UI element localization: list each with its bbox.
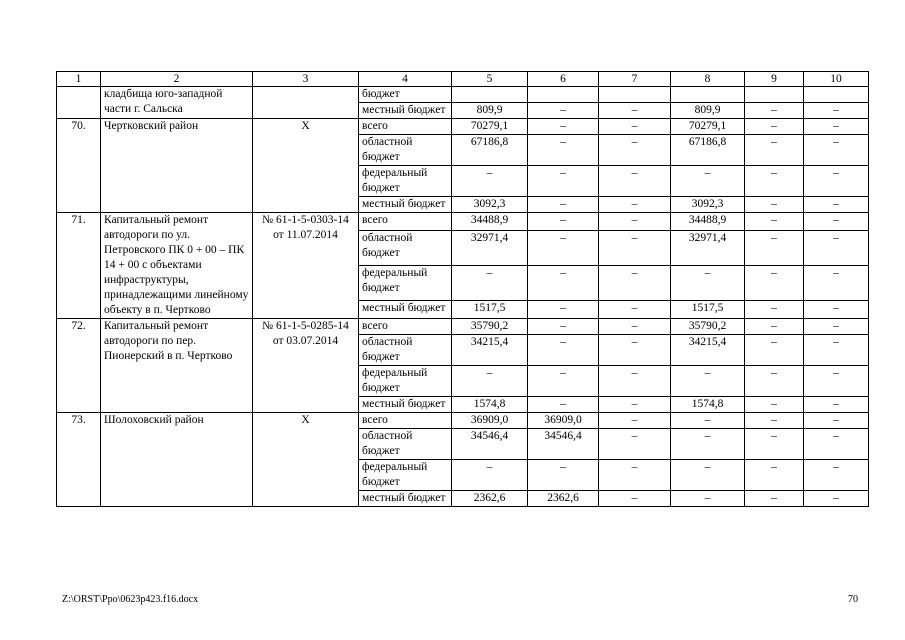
funding-source: федеральный бюджет bbox=[359, 265, 452, 300]
funding-source: областной бюджет bbox=[359, 231, 452, 266]
value-cell: – bbox=[804, 231, 869, 266]
value-cell: – bbox=[671, 413, 745, 429]
value-cell: – bbox=[745, 335, 804, 366]
value-cell bbox=[528, 87, 599, 103]
value-cell: – bbox=[745, 300, 804, 318]
funding-source: местный бюджет bbox=[359, 103, 452, 119]
header-cell: 5 bbox=[452, 72, 528, 87]
value-cell: – bbox=[452, 460, 528, 491]
value-cell: – bbox=[804, 300, 869, 318]
value-cell bbox=[671, 87, 745, 103]
table-row bbox=[57, 413, 869, 429]
value-cell: – bbox=[804, 135, 869, 166]
funding-source: федеральный бюджет bbox=[359, 460, 452, 491]
value-cell: 1517,5 bbox=[671, 300, 745, 318]
row-number bbox=[57, 87, 101, 119]
funding-source: всего bbox=[359, 319, 452, 335]
row-number: 72. bbox=[57, 319, 101, 413]
value-cell: 3092,3 bbox=[671, 197, 745, 213]
value-cell: – bbox=[671, 265, 745, 300]
object-name: Чертковский район bbox=[101, 119, 253, 213]
value-cell: 34546,4 bbox=[528, 429, 599, 460]
value-cell: – bbox=[745, 491, 804, 507]
value-cell: – bbox=[804, 103, 869, 119]
funding-source: местный бюджет bbox=[359, 491, 452, 507]
value-cell: – bbox=[528, 335, 599, 366]
table-row bbox=[57, 319, 869, 335]
value-cell: – bbox=[745, 429, 804, 460]
value-cell: – bbox=[599, 166, 671, 197]
value-cell: 1574,8 bbox=[671, 397, 745, 413]
funding-source: всего bbox=[359, 213, 452, 231]
value-cell: – bbox=[745, 265, 804, 300]
value-cell: – bbox=[599, 366, 671, 397]
document-ref: № 61-1-5-0303-14 от 11.07.2014 bbox=[253, 213, 359, 319]
funding-source: областной бюджет bbox=[359, 429, 452, 460]
value-cell: – bbox=[745, 197, 804, 213]
value-cell: – bbox=[804, 197, 869, 213]
object-name: Капитальный ремонт автодороги по ул. Петровского ПК 0 + 00 – ПК 14 + 00 с объектами инфраструктуры, принадлежащими линейному объекту в п. Чертково bbox=[101, 213, 253, 319]
funding-source: федеральный бюджет bbox=[359, 166, 452, 197]
value-cell: 34546,4 bbox=[452, 429, 528, 460]
value-cell: – bbox=[528, 460, 599, 491]
funding-source: бюджет bbox=[359, 87, 452, 103]
header-cell: 6 bbox=[528, 72, 599, 87]
value-cell: 1517,5 bbox=[452, 300, 528, 318]
value-cell: – bbox=[528, 366, 599, 397]
funding-source: федеральный бюджет bbox=[359, 366, 452, 397]
value-cell: – bbox=[745, 135, 804, 166]
value-cell: – bbox=[804, 119, 869, 135]
value-cell: – bbox=[599, 319, 671, 335]
header-cell: 7 bbox=[599, 72, 671, 87]
value-cell: – bbox=[599, 197, 671, 213]
value-cell: – bbox=[671, 166, 745, 197]
value-cell: – bbox=[528, 300, 599, 318]
value-cell: 35790,2 bbox=[452, 319, 528, 335]
object-name: кладбища юго-западной части г. Сальска bbox=[101, 87, 253, 119]
document-ref: № 61-1-5-0285-14 от 03.07.2014 bbox=[253, 319, 359, 413]
value-cell: – bbox=[599, 265, 671, 300]
page-number: 70 bbox=[848, 594, 858, 605]
value-cell: – bbox=[671, 491, 745, 507]
header-row bbox=[57, 72, 869, 87]
funding-source: всего bbox=[359, 413, 452, 429]
value-cell: – bbox=[599, 119, 671, 135]
value-cell: – bbox=[599, 231, 671, 266]
value-cell: – bbox=[599, 491, 671, 507]
value-cell: – bbox=[671, 460, 745, 491]
value-cell: – bbox=[745, 460, 804, 491]
value-cell: 809,9 bbox=[452, 103, 528, 119]
value-cell: – bbox=[452, 166, 528, 197]
value-cell: – bbox=[599, 335, 671, 366]
value-cell: – bbox=[804, 413, 869, 429]
value-cell: – bbox=[745, 103, 804, 119]
funding-source: областной бюджет bbox=[359, 335, 452, 366]
value-cell: 70279,1 bbox=[671, 119, 745, 135]
document-ref: Х bbox=[253, 413, 359, 507]
budget-table bbox=[56, 71, 869, 507]
value-cell: – bbox=[804, 265, 869, 300]
header-cell: 4 bbox=[359, 72, 452, 87]
value-cell: – bbox=[599, 103, 671, 119]
value-cell: – bbox=[804, 429, 869, 460]
value-cell: – bbox=[745, 119, 804, 135]
value-cell: – bbox=[804, 491, 869, 507]
value-cell: – bbox=[599, 135, 671, 166]
value-cell: – bbox=[804, 366, 869, 397]
value-cell: – bbox=[528, 135, 599, 166]
value-cell: 67186,8 bbox=[452, 135, 528, 166]
header-cell: 9 bbox=[745, 72, 804, 87]
value-cell: – bbox=[745, 366, 804, 397]
value-cell bbox=[599, 87, 671, 103]
value-cell: – bbox=[528, 103, 599, 119]
value-cell: 35790,2 bbox=[671, 319, 745, 335]
header-cell: 3 bbox=[253, 72, 359, 87]
value-cell: – bbox=[599, 413, 671, 429]
row-number: 71. bbox=[57, 213, 101, 319]
value-cell: 3092,3 bbox=[452, 197, 528, 213]
row-number: 73. bbox=[57, 413, 101, 507]
value-cell: 34215,4 bbox=[452, 335, 528, 366]
value-cell: – bbox=[599, 460, 671, 491]
value-cell: 32971,4 bbox=[671, 231, 745, 266]
value-cell: – bbox=[528, 231, 599, 266]
funding-source: местный бюджет bbox=[359, 197, 452, 213]
value-cell: 36909,0 bbox=[528, 413, 599, 429]
value-cell: – bbox=[745, 166, 804, 197]
object-name: Шолоховский район bbox=[101, 413, 253, 507]
value-cell: – bbox=[804, 319, 869, 335]
value-cell: – bbox=[599, 213, 671, 231]
value-cell: 2362,6 bbox=[452, 491, 528, 507]
value-cell: – bbox=[528, 397, 599, 413]
value-cell: – bbox=[452, 366, 528, 397]
table-row bbox=[57, 87, 869, 103]
value-cell: – bbox=[528, 166, 599, 197]
value-cell bbox=[745, 87, 804, 103]
row-number: 70. bbox=[57, 119, 101, 213]
value-cell: – bbox=[804, 397, 869, 413]
value-cell: – bbox=[671, 366, 745, 397]
object-name: Капитальный ремонт автодороги по пер. Пионерский в п. Чертково bbox=[101, 319, 253, 413]
document-ref bbox=[253, 87, 359, 119]
value-cell bbox=[804, 87, 869, 103]
header-cell: 2 bbox=[101, 72, 253, 87]
funding-source: местный бюджет bbox=[359, 300, 452, 318]
value-cell: – bbox=[528, 213, 599, 231]
value-cell: 70279,1 bbox=[452, 119, 528, 135]
header-cell: 1 bbox=[57, 72, 101, 87]
value-cell: – bbox=[745, 213, 804, 231]
value-cell bbox=[452, 87, 528, 103]
value-cell: – bbox=[528, 265, 599, 300]
value-cell: 809,9 bbox=[671, 103, 745, 119]
header-cell: 10 bbox=[804, 72, 869, 87]
funding-source: местный бюджет bbox=[359, 397, 452, 413]
value-cell: 67186,8 bbox=[671, 135, 745, 166]
value-cell: 32971,4 bbox=[452, 231, 528, 266]
value-cell: – bbox=[528, 197, 599, 213]
funding-source: областной бюджет bbox=[359, 135, 452, 166]
value-cell: – bbox=[599, 300, 671, 318]
value-cell: – bbox=[804, 213, 869, 231]
document-ref: Х bbox=[253, 119, 359, 213]
value-cell: – bbox=[599, 429, 671, 460]
file-path: Z:\ORST\Ppo\0623p423.f16.docx bbox=[62, 594, 199, 605]
value-cell: – bbox=[671, 429, 745, 460]
value-cell: 2362,6 bbox=[528, 491, 599, 507]
value-cell: – bbox=[804, 166, 869, 197]
table-row bbox=[57, 119, 869, 135]
value-cell: 34488,9 bbox=[671, 213, 745, 231]
value-cell: – bbox=[745, 413, 804, 429]
value-cell: – bbox=[804, 335, 869, 366]
value-cell: – bbox=[745, 397, 804, 413]
value-cell: 34215,4 bbox=[671, 335, 745, 366]
table-row bbox=[57, 213, 869, 231]
value-cell: – bbox=[745, 231, 804, 266]
value-cell: – bbox=[599, 397, 671, 413]
value-cell: – bbox=[804, 460, 869, 491]
value-cell: 34488,9 bbox=[452, 213, 528, 231]
value-cell: 36909,0 bbox=[452, 413, 528, 429]
funding-source: всего bbox=[359, 119, 452, 135]
header-cell: 8 bbox=[671, 72, 745, 87]
value-cell: – bbox=[528, 319, 599, 335]
value-cell: – bbox=[745, 319, 804, 335]
value-cell: – bbox=[528, 119, 599, 135]
value-cell: 1574,8 bbox=[452, 397, 528, 413]
value-cell: – bbox=[452, 265, 528, 300]
